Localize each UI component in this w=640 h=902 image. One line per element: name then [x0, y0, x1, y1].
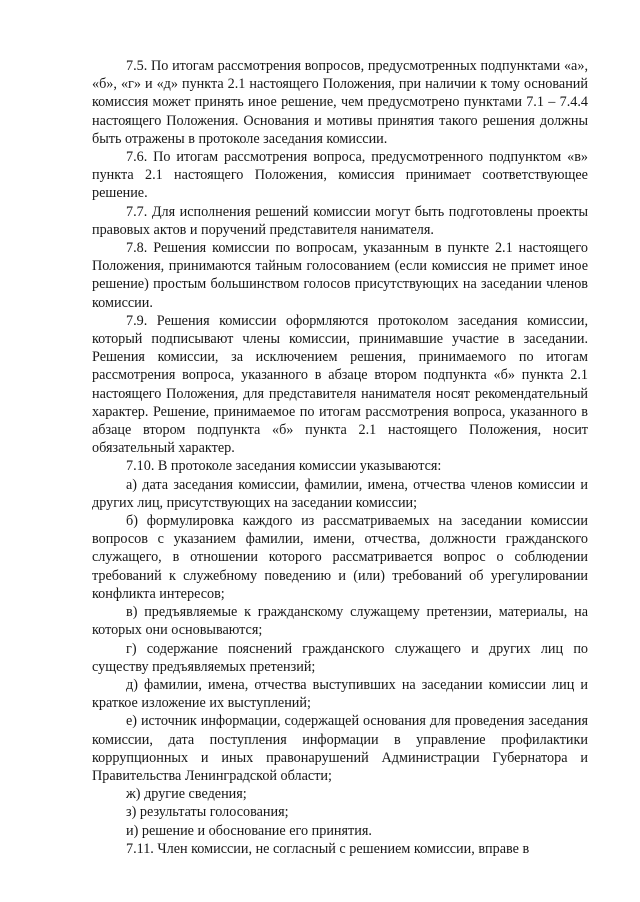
- list-item-g: г) содержание пояснений гражданского служащего и других лиц по существу предъявляемых претензий;: [92, 640, 588, 675]
- paragraph-7-8: 7.8. Решения комиссии по вопросам, указанным в пункте 2.1 настоящего Положения, принимаются тайным голосованием (если комиссия не примет иное решение) простым большинством голосов присутствующих на заседании членов комиссии.: [92, 240, 588, 311]
- paragraph-7-10: 7.10. В протоколе заседания комиссии указываются:: [126, 458, 442, 475]
- paragraph-7-5: 7.5. По итогам рассмотрения вопросов, предусмотренных подпунктами «а», «б», «г» и «д» пункта 2.1 настоящего Положения, при наличии к тому оснований комиссия может принять иное решение, чем предусмотрено пунктами 7.1 – 7.4.4 настоящего Положения. Основания и мотивы принятия такого решения должны быть отражены в протоколе заседания комиссии.: [92, 58, 588, 147]
- paragraph-7-11: 7.11. Член комиссии, не согласный с решением комиссии, вправе в: [126, 840, 530, 857]
- document-body: [92, 57, 588, 858]
- list-item-e: е) источник информации, содержащей основания для проведения заседания комиссии, дата поступления информации в управление профилактики коррупционных и иных правонарушений Администрации Губернатора и Правительства Ленинградской области;: [92, 713, 588, 784]
- list-item-d: д) фамилии, имена, отчества выступивших на заседании комиссии лиц и краткое изложение их выступлений;: [92, 676, 588, 712]
- list-item-v: в) предъявляемые к гражданскому служащему претензии, материалы, на которых они основываются;: [92, 604, 588, 639]
- paragraph-7-7: 7.7. Для исполнения решений комиссии могут быть подготовлены проекты правовых актов и поручений представителя нанимателя.: [92, 203, 588, 238]
- list-item-i: и) решение и обоснование его принятия.: [126, 822, 372, 839]
- list-item-b: б) формулировка каждого из рассматриваемых на заседании комиссии вопросов с указанием фамилии, имени, отчества, должности гражданского служащего, в отношении которого рассматривается вопрос о соблюдении требований к служебному поведению и (или) требований об урегулировании конфликта интересов;: [92, 513, 588, 602]
- paragraph-7-6: 7.6. По итогам рассмотрения вопроса, предусмотренного подпунктом «в» пункта 2.1 настоящего Положения, комиссия принимает соответствующее решение.: [92, 149, 588, 202]
- list-item-a: а) дата заседания комиссии, фамилии, имена, отчества членов комиссии и других лиц, присутствующих на заседании комиссии;: [92, 476, 588, 511]
- list-item-zh: ж) другие сведения;: [126, 786, 247, 803]
- paragraph-7-9: 7.9. Решения комиссии оформляются протоколом заседания комиссии, который подписывают члены комиссии, принимавшие участие в заседании. Решения комиссии, за исключением решения, принимаемого по итогам рассмотрения вопроса, указанного в абзаце втором подпункта «б» пункта 2.1 настоящего Положения, для представителя нанимателя носят рекомендательный характер. Решение, принимаемое по итогам рассмотрения вопроса, указанного в абзаце втором подпункта «б» пункта 2.1 настоящего Положения, носит обязательный характер.: [92, 312, 588, 457]
- list-item-z: з) результаты голосования;: [126, 804, 289, 821]
